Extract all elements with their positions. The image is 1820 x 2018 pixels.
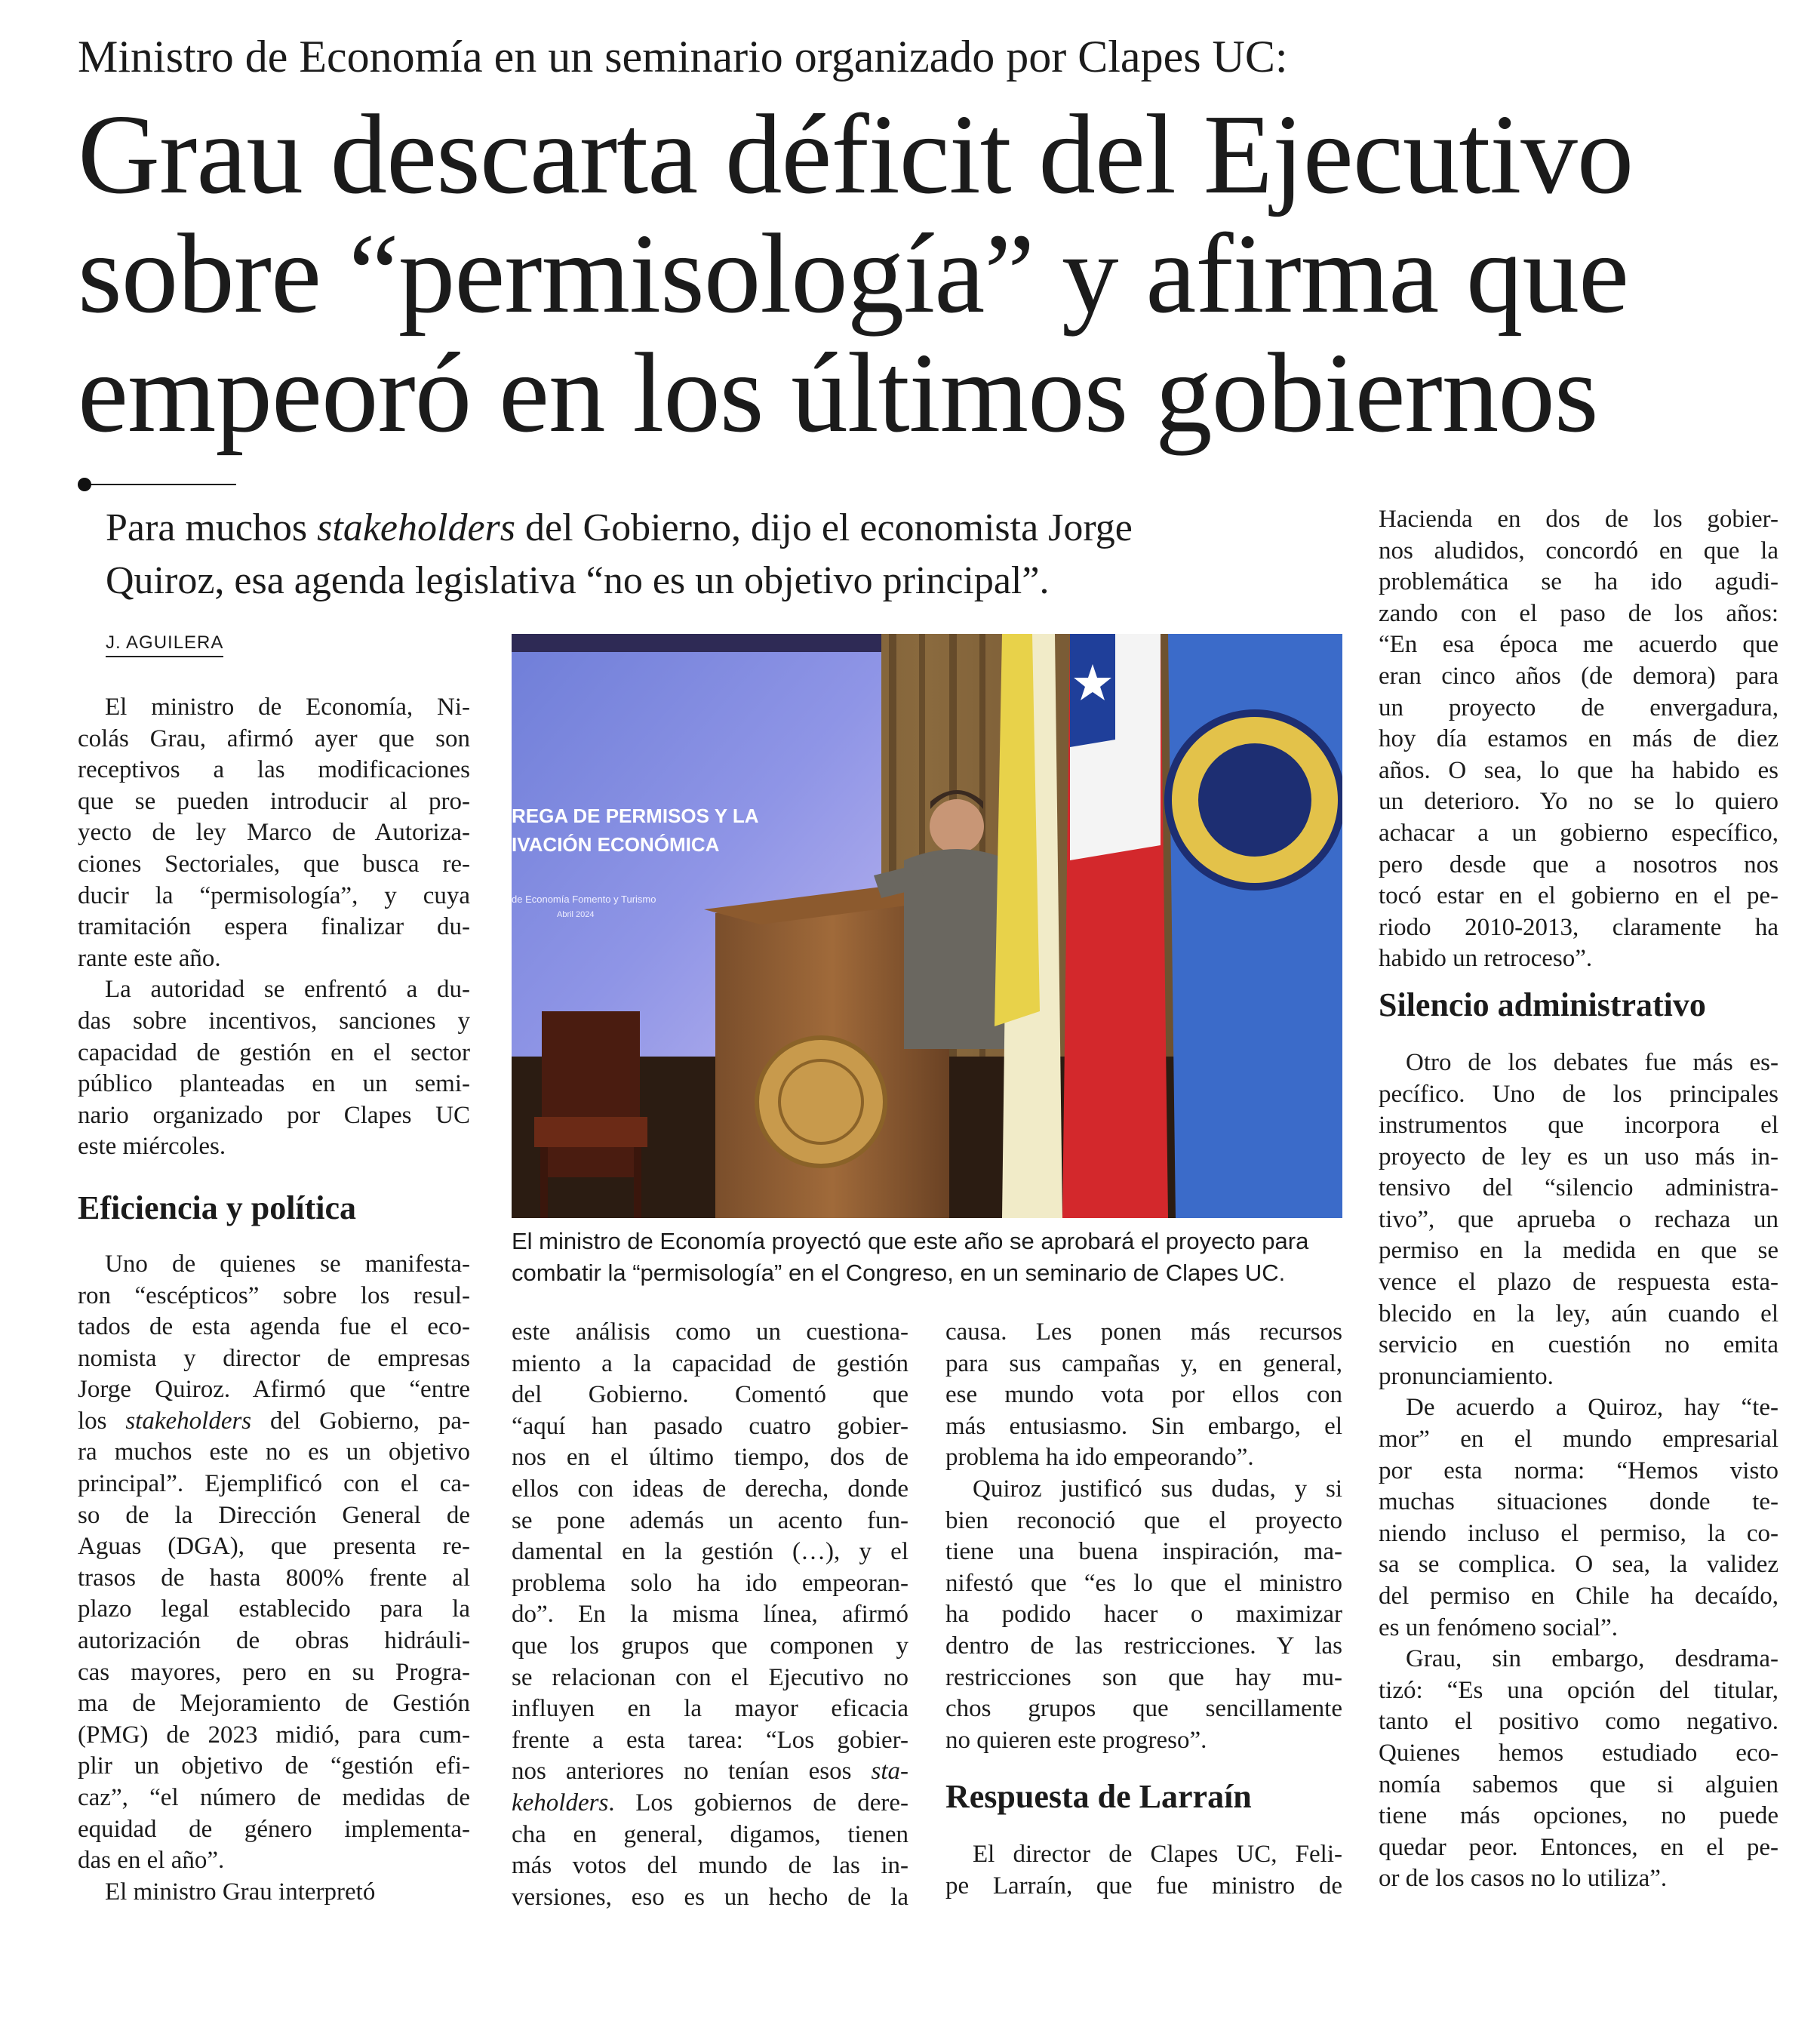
- deck-line: Quiroz, esa agenda legislativa “no es un objetivo principal”.: [106, 559, 1050, 602]
- text-line: influyen en la mayor eficacia: [512, 1695, 908, 1723]
- subheading-larrain: Respuesta de Larraín: [945, 1778, 1252, 1816]
- text-line: vence el plazo de respuesta esta-: [1379, 1269, 1778, 1297]
- text-line: ese mundo vota por ellos con: [945, 1381, 1342, 1409]
- column-4: [1379, 504, 1778, 1895]
- slide-subtitle: de Economía Fomento y Turismo: [512, 894, 656, 905]
- text-line: De acuerdo a Quiroz, hay “te-: [1406, 1394, 1778, 1422]
- text-line: nifestó que “es lo que el ministro: [945, 1569, 1342, 1597]
- text-line: más entusiasmo. Sin embargo, el: [945, 1412, 1342, 1440]
- text-line: años. O sea, lo que ha habido es: [1379, 756, 1778, 784]
- screen-top-bar: [512, 634, 881, 652]
- text-line: La autoridad se enfrentó a du-: [105, 976, 470, 1004]
- text-line: del Gobierno. Comentó que: [512, 1381, 908, 1409]
- text-emphasis: keholders: [512, 1789, 609, 1817]
- text-line: un deterioro. Yo no se lo quiero: [1379, 788, 1778, 816]
- headline-line: Grau descarta déficit del Ejecutivo: [78, 91, 1634, 217]
- deck-text: Para muchos: [106, 506, 318, 549]
- text-line: restricciones son que hay mu-: [945, 1663, 1342, 1691]
- text-line: chos grupos que sencillamente: [945, 1695, 1342, 1723]
- text-emphasis: stakeholders: [125, 1407, 252, 1435]
- text-line: proyecto de ley es un uso más in-: [1379, 1143, 1778, 1171]
- text-line: autorización de obras hidráuli-: [78, 1627, 470, 1655]
- text-line: pero desde que a nosotros nos: [1379, 851, 1778, 878]
- text-line: quedar peor. Entonces, en el pe-: [1379, 1833, 1778, 1861]
- text-line: causa. Les ponen más recursos: [945, 1318, 1342, 1346]
- text-line: cas mayores, pero en su Progra-: [78, 1658, 470, 1686]
- text-line: sa se complica. O sea, la validez: [1379, 1551, 1778, 1579]
- text-line: bien reconoció que el proyecto: [945, 1506, 1342, 1534]
- text-segment: . Los gobiernos de dere-: [608, 1789, 908, 1817]
- text-line: Aguas (DGA), que presenta re-: [78, 1533, 470, 1561]
- text-segment: nos anteriores no tenían esos: [512, 1758, 872, 1786]
- slide-title-1: REGA DE PERMISOS Y LA: [512, 804, 759, 827]
- text-line: instrumentos que incorpora el: [1379, 1112, 1778, 1140]
- flag-chile: [1062, 634, 1168, 1218]
- photo: [512, 634, 1342, 1218]
- subheading-eficiencia: Eficiencia y política: [78, 1189, 357, 1226]
- text-line: achacar a un gobierno específico,: [1379, 819, 1778, 847]
- text-line: para sus campañas y, en general,: [945, 1349, 1342, 1377]
- text-line: nos aludidos, concordó en que la: [1379, 537, 1778, 564]
- text-line: no quieren este progreso”.: [945, 1726, 1207, 1754]
- text-line: hoy día estamos en más de diez: [1379, 725, 1778, 753]
- photo-illustration: [512, 634, 1342, 1218]
- text-line: yecto de ley Marco de Autoriza-: [78, 819, 470, 847]
- text-line: miento a la capacidad de gestión: [512, 1349, 908, 1377]
- column-3: [945, 1317, 1342, 1903]
- text-line: “En esa época me acuerdo que: [1379, 631, 1778, 659]
- text-line: ciones Sectoriales, que busca re-: [78, 850, 470, 878]
- caption-line: combatir la “permisología” en el Congreso, en un seminario de Clapes UC.: [512, 1260, 1286, 1286]
- text-line: público planteadas en un semi-: [78, 1070, 470, 1098]
- text-line: que se pueden introducir al pro-: [78, 787, 470, 815]
- text-line: ellos con ideas de derecha, donde: [512, 1475, 908, 1503]
- rule-line: [91, 484, 236, 485]
- text-line: caz”, “el número de medidas de: [78, 1784, 470, 1811]
- text-line: Quienes hemos estudiado eco-: [1379, 1739, 1778, 1767]
- text-line: pe Larraín, que fue ministro de: [945, 1872, 1342, 1900]
- text-line: muchas situaciones donde te-: [1379, 1488, 1778, 1516]
- text-line: El ministro de Economía, Ni-: [105, 694, 470, 721]
- text-line: eran cinco años (de demora) para: [1379, 662, 1778, 690]
- caption-line: El ministro de Economía proyectó que este año se aprobará el proyecto para: [512, 1228, 1309, 1254]
- text-line: receptivos a las modificaciones: [78, 756, 470, 784]
- text-line: mor” en el mundo empresarial: [1379, 1426, 1778, 1454]
- text-line: El ministro Grau interpretó: [105, 1878, 376, 1906]
- text-line: Jorge Quiroz. Afirmó que “entre: [78, 1376, 470, 1404]
- text-line: or de los casos no lo utiliza”.: [1379, 1865, 1668, 1893]
- text-line: tizó: “Es una opción del titular,: [1379, 1676, 1778, 1704]
- text-line: por esta norma: “Hemos visto: [1379, 1457, 1778, 1484]
- text-line: Hacienda en dos de los gobier-: [1379, 506, 1778, 533]
- text-line: so de la Dirección General de: [78, 1501, 470, 1529]
- text-segment: del Gobierno, pa-: [251, 1407, 470, 1435]
- text-line: equidad de género implementa-: [78, 1815, 470, 1843]
- podium-seal: [757, 1038, 885, 1166]
- text-line: tados de esta agenda fue el eco-: [78, 1313, 470, 1341]
- text-line: Uno de quienes se manifesta-: [105, 1250, 470, 1278]
- text-line: colás Grau, afirmó ayer que son: [78, 724, 470, 752]
- subheading-silencio: Silencio administrativo: [1379, 986, 1706, 1023]
- slide-date: Abril 2024: [557, 910, 595, 919]
- text-line: ducir la “permisología”, y cuya: [78, 881, 470, 909]
- deck-text: del Gobierno, dijo el economista Jorge: [515, 506, 1133, 549]
- headline-line: sobre “permisología” y afirma que: [78, 210, 1629, 337]
- text-line: tiene más opciones, no puede: [1379, 1802, 1778, 1830]
- text-line: se relacionan con el Ejecutivo no: [512, 1663, 908, 1691]
- text-line: [512, 1788, 908, 1820]
- text-line: permiso en la medida en que se: [1379, 1237, 1778, 1265]
- text-line: damental en la gestión (…), y el: [512, 1538, 908, 1566]
- text-line: [78, 1406, 470, 1438]
- text-line: trasos de hasta 800% frente al: [78, 1564, 470, 1592]
- text-line: se pone además un acento fun-: [512, 1506, 908, 1534]
- text-line: nomista y director de empresas: [78, 1344, 470, 1372]
- text-line: es un fenómeno social”.: [1379, 1613, 1619, 1641]
- text-line: problemática se ha ido agudi-: [1379, 568, 1778, 596]
- text-line: más votos del mundo de las in-: [512, 1852, 908, 1880]
- text-line: do”. En la misma línea, afirmó: [512, 1601, 908, 1629]
- rule-dot: [78, 478, 91, 491]
- text-line: dentro de las restricciones. Y las: [945, 1632, 1342, 1660]
- text-line: Grau, sin embargo, desdrama-: [1406, 1645, 1778, 1673]
- text-line: cha en general, digamos, tienen: [512, 1820, 908, 1848]
- text-line: plazo legal establecido para la: [78, 1595, 470, 1623]
- text-line: Quiroz justificó sus dudas, y si: [973, 1475, 1342, 1503]
- text-line: versiones, eso es un hecho de la: [512, 1883, 908, 1911]
- text-line: tensivo del “silencio administra-: [1379, 1174, 1778, 1202]
- text-line: tramitación espera finalizar du-: [78, 913, 470, 941]
- text-line: ma de Mejoramiento de Gestión: [78, 1690, 470, 1718]
- text-line: [512, 1756, 908, 1788]
- text-line: problema solo ha ido empeoran-: [512, 1569, 908, 1597]
- text-line: “aquí han pasado cuatro gobier-: [512, 1412, 908, 1440]
- text-line: El director de Clapes UC, Feli-: [973, 1841, 1342, 1869]
- text-line: pecífico. Uno de los principales: [1379, 1080, 1778, 1108]
- deck: [106, 502, 1351, 608]
- text-line: blecido en la ley, aún cuando el: [1379, 1300, 1778, 1327]
- text-line: nomía sabemos que si alguien: [1379, 1770, 1778, 1798]
- kicker: Ministro de Economía en un seminario organizado por Clapes UC:: [78, 32, 1288, 82]
- text-line: un proyecto de envergadura,: [1379, 694, 1778, 721]
- text-line: que los grupos que componen y: [512, 1632, 908, 1660]
- text-line: zando con el paso de los años:: [1379, 599, 1778, 627]
- byline: J. AGUILERA: [106, 632, 223, 657]
- flag-vatican: [995, 634, 1062, 1218]
- text-line: tocó estar en el gobierno en el pe-: [1379, 882, 1778, 910]
- headline-line: empeoró en los últimos gobiernos: [78, 329, 1598, 456]
- text-line: este análisis como un cuestiona-: [512, 1318, 908, 1346]
- text-line: Otro de los debates fue más es-: [1406, 1048, 1778, 1076]
- slide-title-2: IVACIÓN ECONÓMICA: [512, 833, 720, 856]
- column-1: [78, 692, 470, 1908]
- text-line: niendo incluso el permiso, la co-: [1379, 1519, 1778, 1547]
- deck-emphasis: stakeholders: [317, 506, 516, 549]
- text-line: rante este año.: [78, 944, 221, 972]
- text-line: habido un retroceso”.: [1379, 945, 1593, 973]
- column-2: [512, 1317, 908, 1913]
- text-line: del permiso en Chile ha decaído,: [1379, 1583, 1778, 1610]
- text-line: principal”. Ejemplificó con el ca-: [78, 1470, 470, 1498]
- text-line: capacidad de gestión en el sector: [78, 1038, 470, 1066]
- text-line: ron “escépticos” sobre los resul-: [78, 1281, 470, 1309]
- text-line: este miércoles.: [78, 1133, 226, 1161]
- photo-caption: [512, 1226, 1342, 1289]
- text-segment: los: [78, 1407, 126, 1435]
- flag-universidad-catolica: [1168, 634, 1342, 1218]
- text-line: tivo”, que aprueba o rechaza un: [1379, 1205, 1778, 1233]
- text-line: plir un objetivo de “gestión efi-: [78, 1752, 470, 1780]
- text-line: tiene una buena inspiración, ma-: [945, 1538, 1342, 1566]
- text-line: das sobre incentivos, sanciones y: [78, 1007, 470, 1035]
- text-line: ra muchos este no es un objetivo: [78, 1438, 470, 1466]
- text-line: riodo 2010-2013, claramente ha: [1379, 913, 1778, 941]
- text-line: pronunciamiento.: [1379, 1362, 1554, 1390]
- text-line: (PMG) de 2023 midió, para cum-: [78, 1721, 470, 1749]
- text-line: problema ha ido empeorando”.: [945, 1444, 1254, 1472]
- headline: [78, 91, 1783, 456]
- text-line: ha podido hacer o maximizar: [945, 1601, 1342, 1629]
- text-line: nos en el último tiempo, dos de: [512, 1444, 908, 1472]
- text-line: nario organizado por Clapes UC: [78, 1101, 470, 1129]
- text-line: tanto el positivo como negativo.: [1379, 1708, 1778, 1736]
- text-emphasis: sta-: [871, 1758, 908, 1786]
- text-line: servicio en cuestión no emita: [1379, 1331, 1778, 1359]
- text-line: frente a esta tarea: “Los gobier-: [512, 1726, 908, 1754]
- deck-line: [106, 502, 1351, 555]
- text-line: das en el año”.: [78, 1847, 225, 1875]
